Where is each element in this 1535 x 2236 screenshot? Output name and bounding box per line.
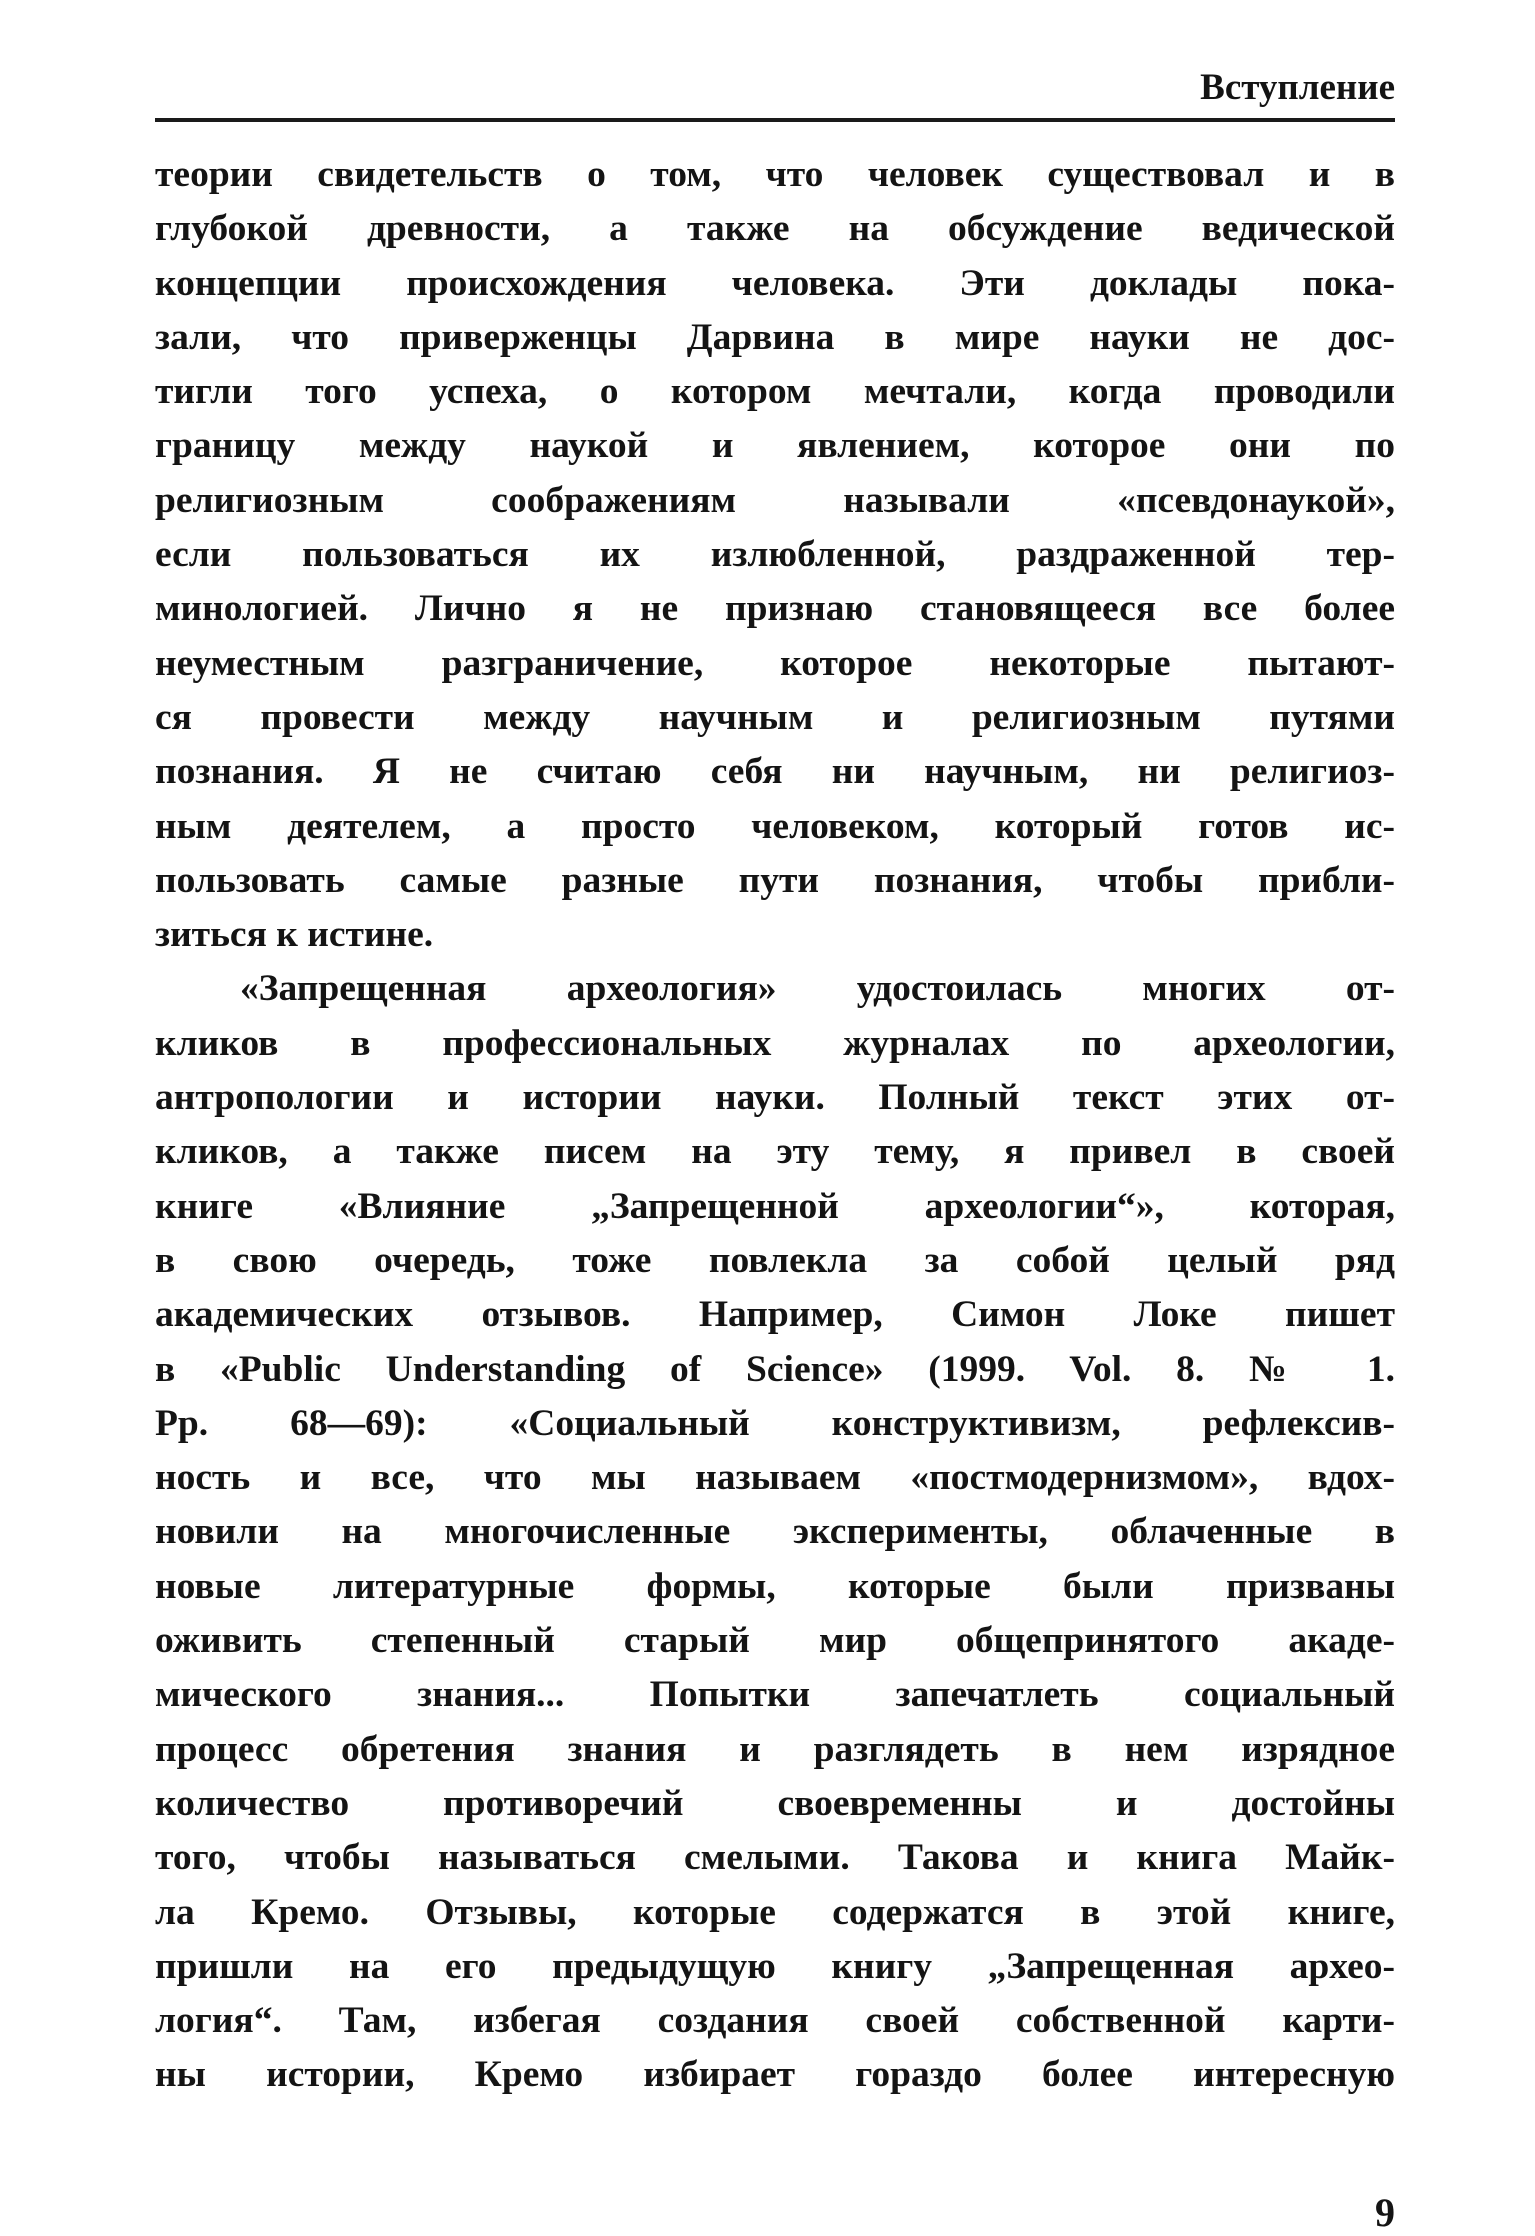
text-line: процесс обретения знания и разглядеть в нем изрядное [155, 1728, 1395, 1770]
text-line: тигли того успеха, о котором мечтали, когда проводили [155, 371, 1395, 413]
text-line: антропологии и истории науки. Полный текст этих от- [155, 1077, 1395, 1119]
text-line: зали, что приверженцы Дарвина в мире науки не дос- [155, 316, 1395, 358]
text-line: неуместным разграничение, которое некоторые пытают- [155, 642, 1395, 684]
text-line: книге «Влияние „Запрещенной археологии“», которая, [155, 1185, 1395, 1227]
paragraph-1 [155, 148, 1395, 962]
text-line: академических отзывов. Например, Симон Локе пишет [155, 1294, 1395, 1336]
text-line: пришли на его предыдущую книгу „Запрещенная архео- [155, 1945, 1395, 1987]
text-line: минологией. Лично я не признаю становящееся все более [155, 588, 1395, 630]
text-line: ся провести между научным и религиозным путями [155, 696, 1395, 738]
text-line: границу между наукой и явлением, которое они по [155, 425, 1395, 467]
body-text [155, 148, 1395, 2103]
text-line: «Запрещенная археология» удостоилась многих от- [240, 968, 1395, 1010]
text-line: пользовать самые разные пути познания, чтобы прибли- [155, 859, 1395, 901]
paragraph-2 [155, 962, 1395, 2102]
text-line: новые литературные формы, которые были призваны [155, 1565, 1395, 1607]
text-line: в свою очередь, тоже повлекла за собой целый ряд [155, 1239, 1395, 1281]
text-line: познания. Я не считаю себя ни научным, ни религиоз- [155, 751, 1395, 793]
text-line: если пользоваться их излюбленной, раздраженной тер- [155, 534, 1395, 576]
text-line: оживить степенный старый мир общепринятого акаде- [155, 1620, 1395, 1662]
text-line: логия“. Там, избегая создания своей собственной карти- [155, 2000, 1395, 2042]
text-line: ность и все, что мы называем «постмодернизмом», вдох- [155, 1457, 1395, 1499]
text-line: Pp. 68—69): «Социальный конструктивизм, рефлексив- [155, 1402, 1395, 1444]
text-line: ным деятелем, а просто человеком, который готов ис- [155, 805, 1395, 847]
text-line: религиозным соображениям называли «псевдонаукой», [155, 479, 1395, 521]
page-number: 9 [1375, 2190, 1395, 2235]
text-line: в «Public Understanding of Science» (1999. Vol. 8. № 1. [155, 1348, 1395, 1390]
running-head [155, 62, 1395, 122]
text-line: теории свидетельств о том, что человек существовал и в [155, 154, 1395, 195]
text-line: концепции происхождения человека. Эти доклады пока- [155, 262, 1395, 304]
running-head-title: Вступление [1200, 67, 1395, 108]
text-line: новили на многочисленные эксперименты, облаченные в [155, 1511, 1395, 1553]
text-line: мического знания... Попытки запечатлеть социальный [155, 1674, 1395, 1716]
text-line: зиться к истине. [155, 914, 434, 956]
text-line: ны истории, Кремо избирает гораздо более интересную [155, 2054, 1395, 2096]
text-line: ла Кремо. Отзывы, которые содержатся в этой книге, [155, 1891, 1395, 1933]
text-line: кликов в профессиональных журналах по археологии, [155, 1022, 1395, 1064]
text-line: количество противоречий своевременны и достойны [155, 1782, 1395, 1824]
text-line: кликов, а также писем на эту тему, я привел в своей [155, 1131, 1395, 1173]
text-line: глубокой древности, а также на обсуждение ведической [155, 208, 1395, 250]
text-line: того, чтобы называться смелыми. Такова и книга Майк- [155, 1837, 1395, 1879]
